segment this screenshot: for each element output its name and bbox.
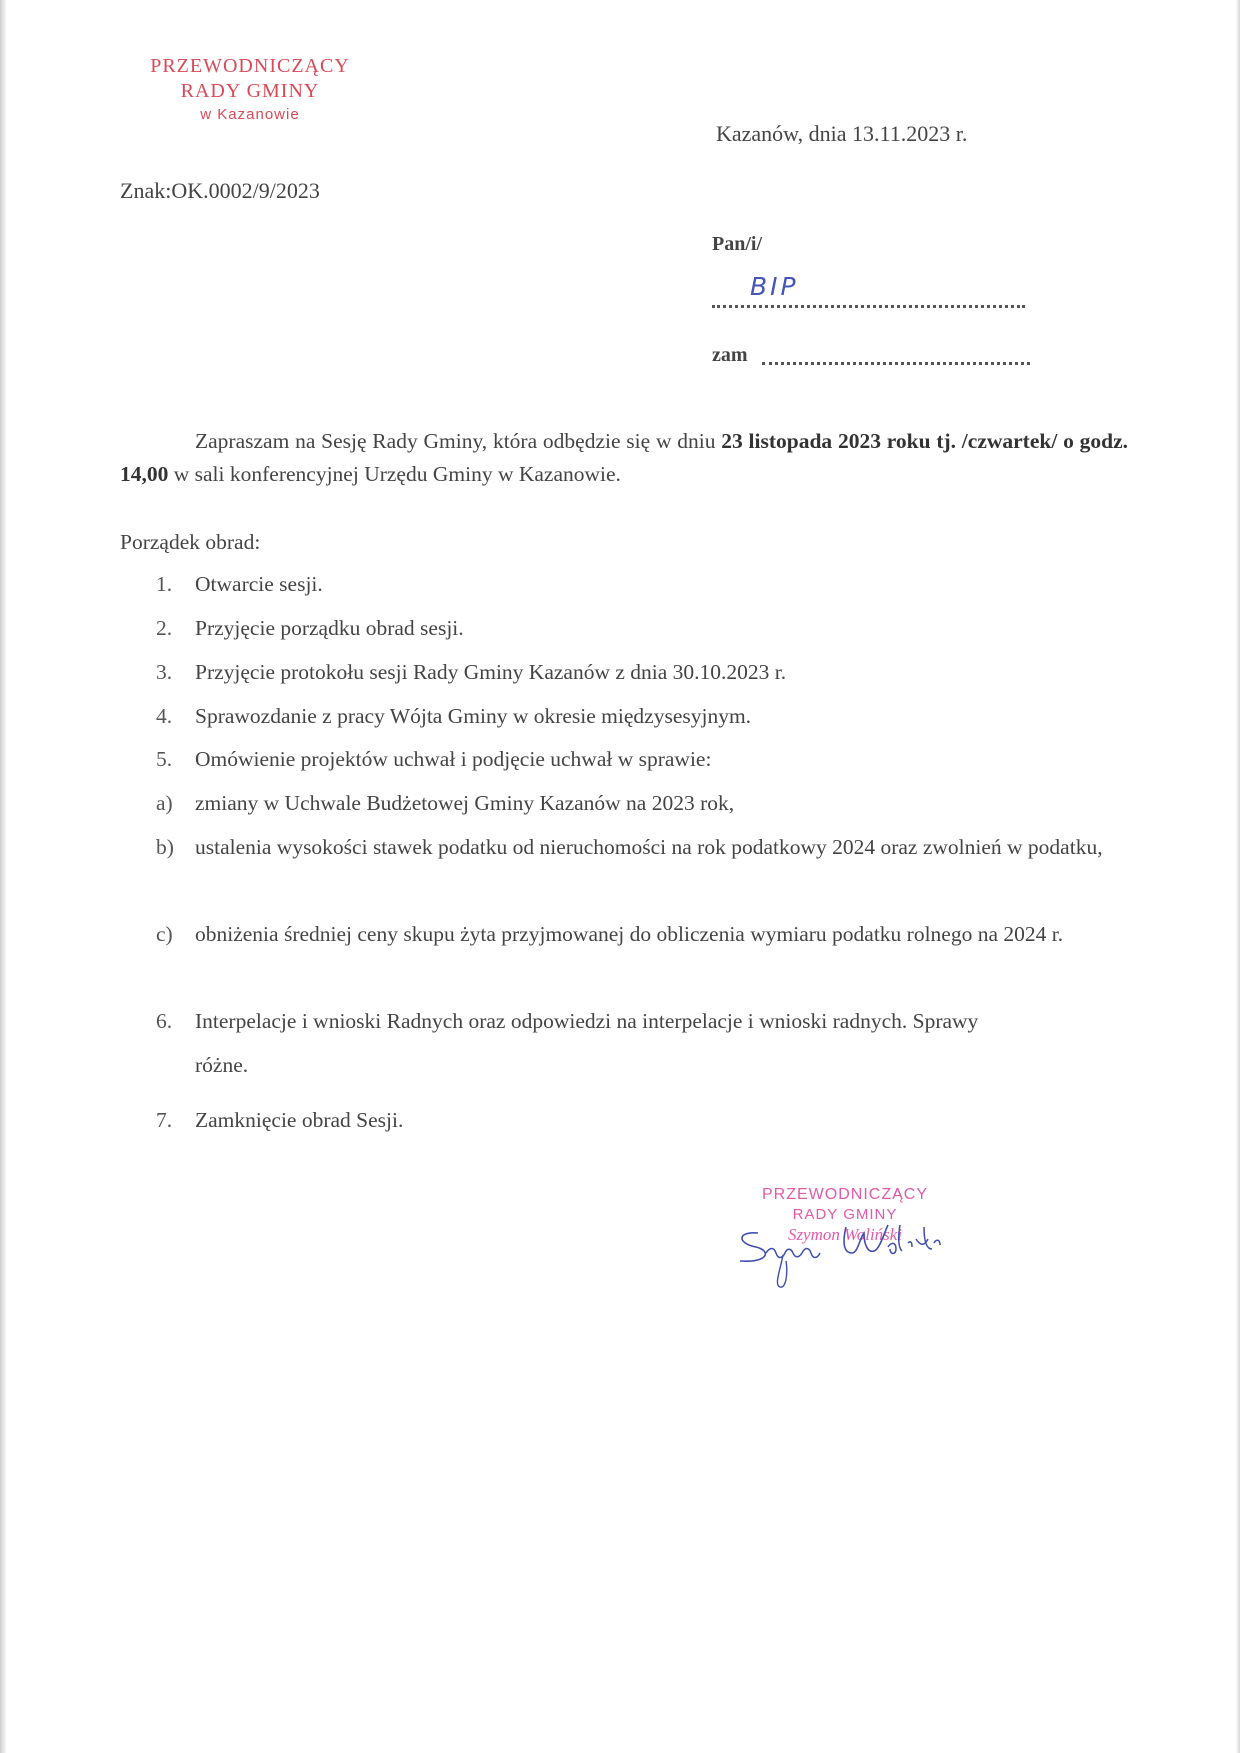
header-stamp-council: RADY GMINY: [180, 80, 320, 102]
signature-stamp-council: RADY GMINY: [792, 1206, 898, 1223]
dotted-line: [712, 305, 1025, 308]
agenda-item-number: 3.: [156, 660, 173, 684]
header-stamp-location: w Kazanowie: [200, 106, 300, 123]
agenda-item-text: Otwarcie sesji.: [195, 572, 323, 596]
signature-stamp-title: PRZEWODNICZĄCY: [762, 1186, 928, 1203]
agenda-subitem-letter: b): [156, 835, 174, 859]
invitation-text-start: Zapraszam na Sesję Rady Gminy, która odbędzie się w dniu: [195, 429, 722, 453]
handwritten-signature: [728, 1213, 968, 1293]
handwritten-addressee: BIP: [750, 272, 799, 301]
agenda-item-number: 5.: [156, 747, 173, 771]
agenda-subitem-letter: c): [156, 922, 173, 946]
agenda-item-text: Interpelacje i wnioski Radnych oraz odpowiedzi na interpelacje i wnioski radnych. Sprawy różne.: [195, 1009, 979, 1077]
addressee-salutation: Pan/i/: [712, 233, 763, 255]
agenda-subitem-text: ustalenia wysokości stawek podatku od nieruchomości na rok podatkowy 2024 oraz zwolnień w podatku,: [195, 835, 1103, 859]
dotted-line: [762, 362, 1030, 365]
agenda-item-number: 6.: [156, 1009, 173, 1033]
agenda-subitem-letter: a): [156, 791, 173, 815]
agenda-item-text: Omówienie projektów uchwał i podjęcie uchwał w sprawie:: [195, 747, 712, 771]
reference-number: Znak:OK.0002/9/2023: [120, 178, 320, 203]
agenda-item-number: 1.: [156, 572, 173, 596]
invitation-paragraph: [120, 425, 1128, 491]
agenda-item-text: Przyjęcie porządku obrad sesji.: [195, 616, 464, 640]
place-date: Kazanów, dnia 13.11.2023 r.: [716, 121, 968, 146]
scan-edge-right: [1236, 0, 1240, 1753]
agenda-item-text: Zamknięcie obrad Sesji.: [195, 1108, 404, 1132]
agenda-heading: Porządek obrad:: [120, 530, 261, 554]
agenda-item-text: Sprawozdanie z pracy Wójta Gminy w okresie międzysesyjnym.: [195, 704, 752, 728]
address-label: zam: [712, 344, 748, 366]
header-stamp: [120, 54, 380, 126]
scan-edge-left: [0, 0, 6, 1753]
agenda-subitem-text: zmiany w Uchwale Budżetowej Gminy Kazanów na 2023 rok,: [195, 791, 735, 815]
agenda-item-number: 4.: [156, 704, 173, 728]
signature-stamp-name: Szymon Woliński: [787, 1225, 903, 1244]
agenda-subitem-text: obniżenia średniej ceny skupu żyta przyjmowanej do obliczenia wymiaru podatku rolnego na 2024 r.: [195, 922, 1064, 946]
header-stamp-title: PRZEWODNICZĄCY: [150, 55, 350, 77]
addressee-address-line: [712, 344, 1032, 368]
agenda-item-number: 7.: [156, 1108, 173, 1132]
invitation-text-end: w sali konferencyjnej Urzędu Gminy w Kazanowie.: [168, 462, 621, 486]
agenda-item-text: Przyjęcie protokołu sesji Rady Gminy Kazanów z dnia 30.10.2023 r.: [195, 660, 787, 684]
agenda-item-number: 2.: [156, 616, 173, 640]
invitation-date-time: 23 listopada 2023 roku tj. /czwartek/ o godz. 14,00: [120, 429, 1128, 486]
addressee-name-line: [712, 268, 1027, 308]
